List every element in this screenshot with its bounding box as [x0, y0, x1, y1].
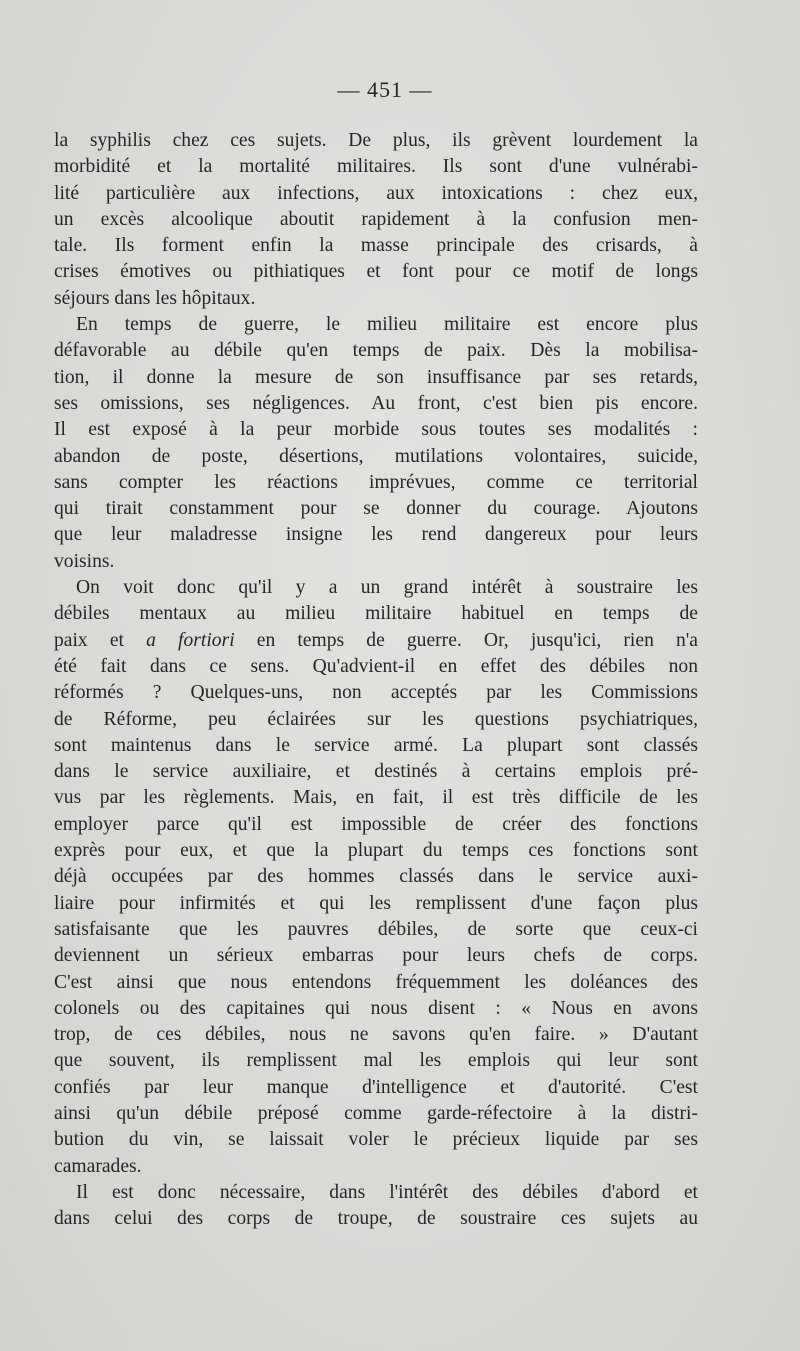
text-line: un excès alcoolique aboutit rapidement à la confusion men-: [54, 208, 698, 230]
text-line: deviennent un sérieux embarras pour leurs chefs de corps.: [54, 945, 698, 967]
text-line: la syphilis chez ces sujets. De plus, ils grèvent lourdement la: [54, 130, 698, 151]
text-line: tion, il donne la mesure de son insuffisance par ses retards,: [54, 366, 698, 388]
text-line: sont maintenus dans le service armé. La plupart sont classés: [54, 734, 698, 756]
text-line: sans compter les réactions imprévues, comme ce territorial: [54, 471, 698, 493]
text-line: Il est donc nécessaire, dans l'intérêt des débiles d'abord et: [76, 1181, 698, 1203]
text-line: lité particulière aux infections, aux intoxications : chez eux,: [54, 182, 698, 204]
text-line: que leur maladresse insigne les rend dangereux pour leurs: [54, 524, 698, 546]
text-line: morbidité et la mortalité militaires. Ils sont d'une vulnérabi-: [54, 156, 698, 178]
text-line: réformés ? Quelques-uns, non acceptés par les Commissions: [54, 682, 698, 704]
text-line: dans celui des corps de troupe, de soustraire ces sujets au: [54, 1208, 698, 1230]
text-line: liaire pour infirmités et qui les remplissent d'une façon plus: [54, 892, 698, 914]
text-line: En temps de guerre, le milieu militaire est encore plus: [76, 314, 698, 336]
text-line: trop, de ces débiles, nous ne savons qu'en faire. » D'autant: [54, 1024, 698, 1046]
page-number: — 451 —: [337, 77, 433, 102]
text-line: débiles mentaux au milieu militaire habituel en temps de: [54, 603, 698, 625]
text-line: que souvent, ils remplissent mal les emplois qui leur sont: [54, 1050, 698, 1072]
text-line: séjours dans les hôpitaux.: [54, 287, 256, 309]
text-line: de Réforme, peu éclairées sur les questions psychiatriques,: [54, 708, 698, 730]
text-line: exprès pour eux, et que la plupart du temps ces fonctions sont: [54, 840, 698, 862]
body-text: [54, 128, 698, 1232]
text-line: On voit donc qu'il y a un grand intérêt à soustraire les: [76, 577, 698, 599]
text-line: satisfaisante que les pauvres débiles, de sorte que ceux-ci: [54, 918, 698, 940]
text-line: déjà occupées par des hommes classés dans le service auxi-: [54, 866, 698, 888]
text-line: défavorable au débile qu'en temps de paix. Dès la mobilisa-: [54, 340, 698, 362]
text-line: colonels ou des capitaines qui nous disent : « Nous en avons: [54, 997, 698, 1019]
text-line: C'est ainsi que nous entendons fréquemment les doléances des: [54, 971, 698, 993]
text-line: tale. Ils forment enfin la masse principale des crisards, à: [54, 235, 698, 257]
text-line: bution du vin, se laissait voler le précieux liquide par ses: [54, 1129, 698, 1151]
text-line: été fait dans ce sens. Qu'advient-il en effet des débiles non: [54, 655, 698, 677]
text-segment: paix et: [54, 629, 147, 651]
text-line: vus par les règlements. Mais, en fait, il est très difficile de les: [54, 787, 698, 809]
italic-phrase: a fortiori: [146, 629, 235, 651]
text-line: qui tirait constamment pour se donner du courage. Ajoutons: [54, 498, 698, 520]
text-line: ainsi qu'un débile préposé comme garde-réfectoire à la distri-: [54, 1102, 698, 1124]
text-line: voisins.: [54, 550, 115, 572]
text-line: crises émotives ou pithiatiques et font pour ce motif de longs: [54, 261, 698, 283]
text-line: dans le service auxiliaire, et destinés à certains emplois pré-: [54, 761, 698, 783]
text-line: [54, 628, 698, 654]
text-line: Il est exposé à la peur morbide sous toutes ses modalités :: [54, 419, 698, 441]
text-line: confiés par leur manque d'intelligence et d'autorité. C'est: [54, 1076, 698, 1098]
text-line: abandon de poste, désertions, mutilations volontaires, suicide,: [54, 445, 698, 467]
text-segment: en temps de guerre. Or, jusqu'ici, rien n'a: [234, 629, 698, 651]
text-line: employer parce qu'il est impossible de créer des fonctions: [54, 813, 698, 835]
text-line: camarades.: [54, 1155, 142, 1177]
text-line: ses omissions, ses négligences. Au front, c'est bien pis encore.: [54, 392, 698, 414]
